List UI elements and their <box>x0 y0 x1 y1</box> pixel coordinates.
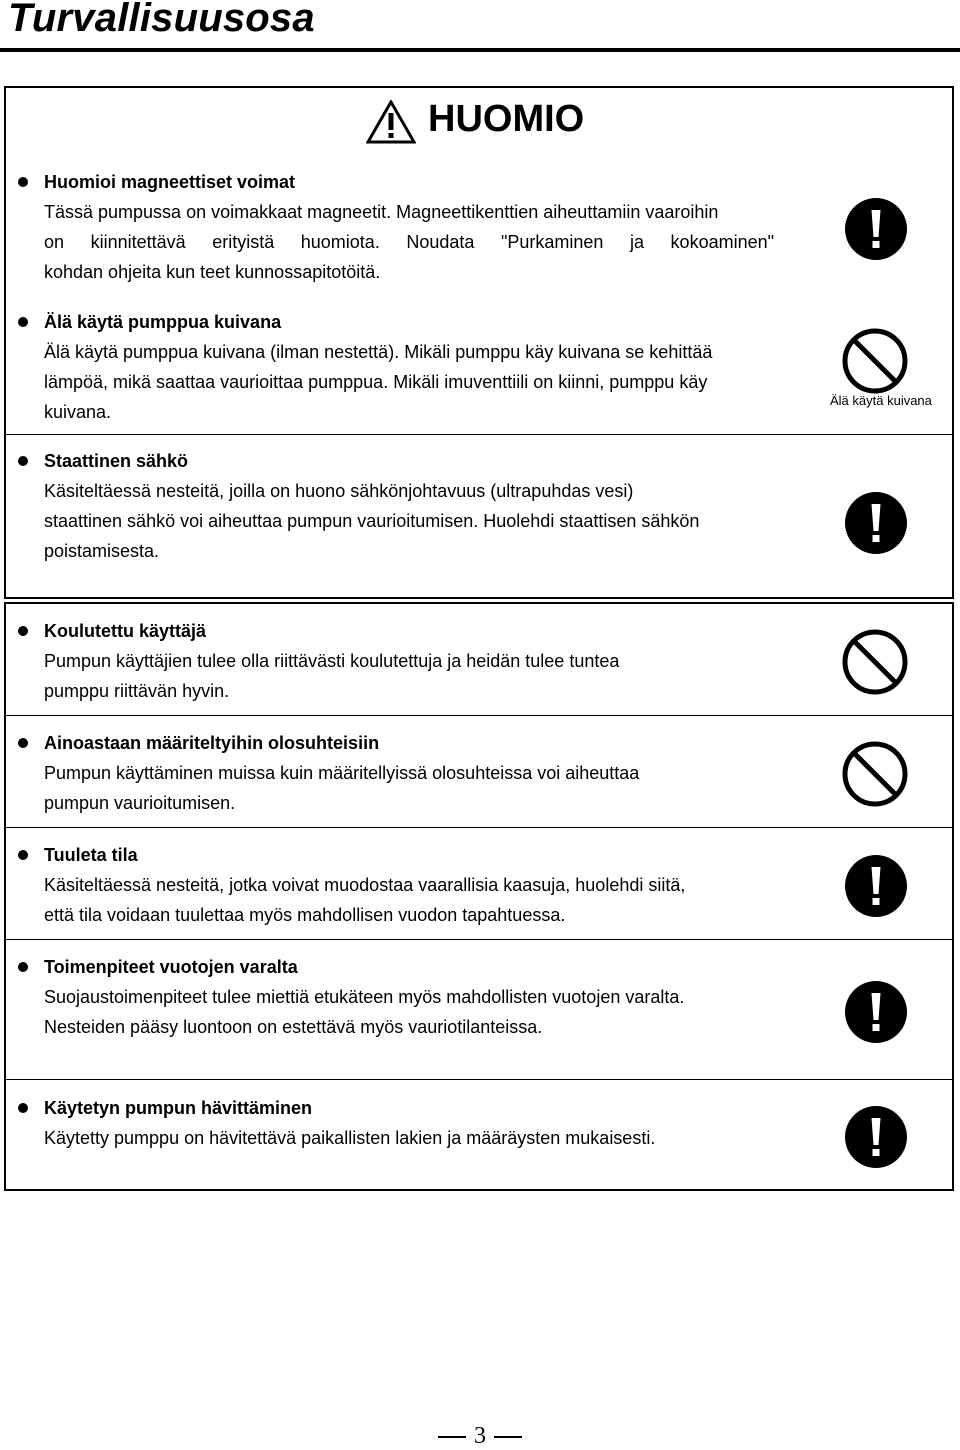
divider <box>6 827 952 828</box>
item-body <box>44 197 774 287</box>
mandatory-action-icon <box>844 197 908 261</box>
body-line: Käsiteltäessä nesteitä, jotka voivat muodostaa vaarallisia kaasuja, huolehdi siitä, <box>44 875 686 895</box>
bullet <box>18 317 28 327</box>
caution-box-1 <box>4 86 954 599</box>
body-line: pumpun vaurioitumisen. <box>44 793 236 813</box>
mandatory-action-icon <box>844 491 908 555</box>
item-body <box>44 646 804 706</box>
item-title: Ainoastaan määriteltyihin olosuhteisiin <box>44 733 380 753</box>
body-line: Käytetty pumppu on hävitettävä paikallisten lakien ja määräysten mukaisesti. <box>44 1128 656 1148</box>
body-line: Pumpun käyttäjien tulee olla riittävästi koulutettuja ja heidän tulee tuntea <box>44 651 620 671</box>
bullet <box>18 738 28 748</box>
bullet <box>18 962 28 972</box>
body-line: lämpöä, mikä saattaa vaurioittaa pumppua. Mikäli imuventtiili on kiinni, pumppu käy <box>44 372 708 392</box>
body-line: Tässä pumpussa on voimakkaat magneetit. Magneettikenttien aiheuttamiin vaaroihin <box>44 202 719 222</box>
body-line: Nesteiden pääsy luontoon on estettävä myös vauriotilanteissa. <box>44 1017 543 1037</box>
item-body <box>44 870 804 930</box>
item-title: Tuuleta tila <box>44 845 138 865</box>
body-line: kohdan ohjeita kun teet kunnossapitotöitä. <box>44 262 381 282</box>
body-line: pumppu riittävän hyvin. <box>44 681 230 701</box>
mandatory-action-icon <box>844 1105 908 1169</box>
item-body <box>44 1123 804 1153</box>
body-line: staattinen sähkö voi aiheuttaa pumpun vaurioitumisen. Huolehdi staattisen sähkön <box>44 511 700 531</box>
divider <box>6 939 952 940</box>
symbol-caption: Älä käytä kuivana <box>830 393 932 408</box>
bullet <box>18 177 28 187</box>
prohibition-icon <box>841 327 909 395</box>
page-number-dash <box>494 1436 522 1438</box>
bullet <box>18 850 28 860</box>
bullet <box>18 456 28 466</box>
divider <box>6 434 952 435</box>
item-body <box>44 758 804 818</box>
item-title: Toimenpiteet vuotojen varalta <box>44 957 298 977</box>
body-line: kuivana. <box>44 402 112 422</box>
body-line: on kiinnitettävä erityistä huomiota. Noudata "Purkaminen ja kokoaminen" <box>44 232 774 252</box>
page-number <box>0 1423 960 1450</box>
page-title: Turvallisuusosa <box>8 0 315 40</box>
prohibition-icon <box>841 740 909 808</box>
warning-triangle-icon <box>366 100 416 144</box>
bullet <box>18 1103 28 1113</box>
body-line: Pumpun käyttäminen muissa kuin määritellyissä olosuhteissa voi aiheuttaa <box>44 763 640 783</box>
item-title: Koulutettu käyttäjä <box>44 621 207 641</box>
mandatory-action-icon <box>844 980 908 1044</box>
body-line: Suojaustoimenpiteet tulee miettiä etukäteen myös mahdollisten vuotojen varalta. <box>44 987 685 1007</box>
item-title: Älä käytä pumppua kuivana <box>44 312 282 332</box>
prohibition-icon <box>841 628 909 696</box>
body-line: Älä käytä pumppua kuivana (ilman nestettä). Mikäli pumppu käy kuivana se kehittää <box>44 342 713 362</box>
page-number-dash <box>438 1436 466 1438</box>
page-number-value: 3 <box>474 1423 486 1449</box>
divider <box>6 1079 952 1080</box>
item-title: Huomioi magneettiset voimat <box>44 172 296 192</box>
caution-box-2 <box>4 602 954 1191</box>
item-body <box>44 337 804 427</box>
item-body <box>44 476 804 566</box>
mandatory-action-icon <box>844 854 908 918</box>
item-title: Käytetyn pumpun hävittäminen <box>44 1098 313 1118</box>
body-line: Käsiteltäessä nesteitä, joilla on huono sähkönjohtavuus (ultrapuhdas vesi) <box>44 481 634 501</box>
divider <box>6 715 952 716</box>
bullet <box>18 626 28 636</box>
title-rule <box>0 48 960 52</box>
body-line: että tila voidaan tuulettaa myös mahdollisen vuodon tapahtuessa. <box>44 905 566 925</box>
item-body <box>44 982 804 1042</box>
body-line: poistamisesta. <box>44 541 160 561</box>
item-title: Staattinen sähkö <box>44 451 189 471</box>
caution-header <box>6 88 952 156</box>
caution-label: HUOMIO <box>428 98 585 140</box>
